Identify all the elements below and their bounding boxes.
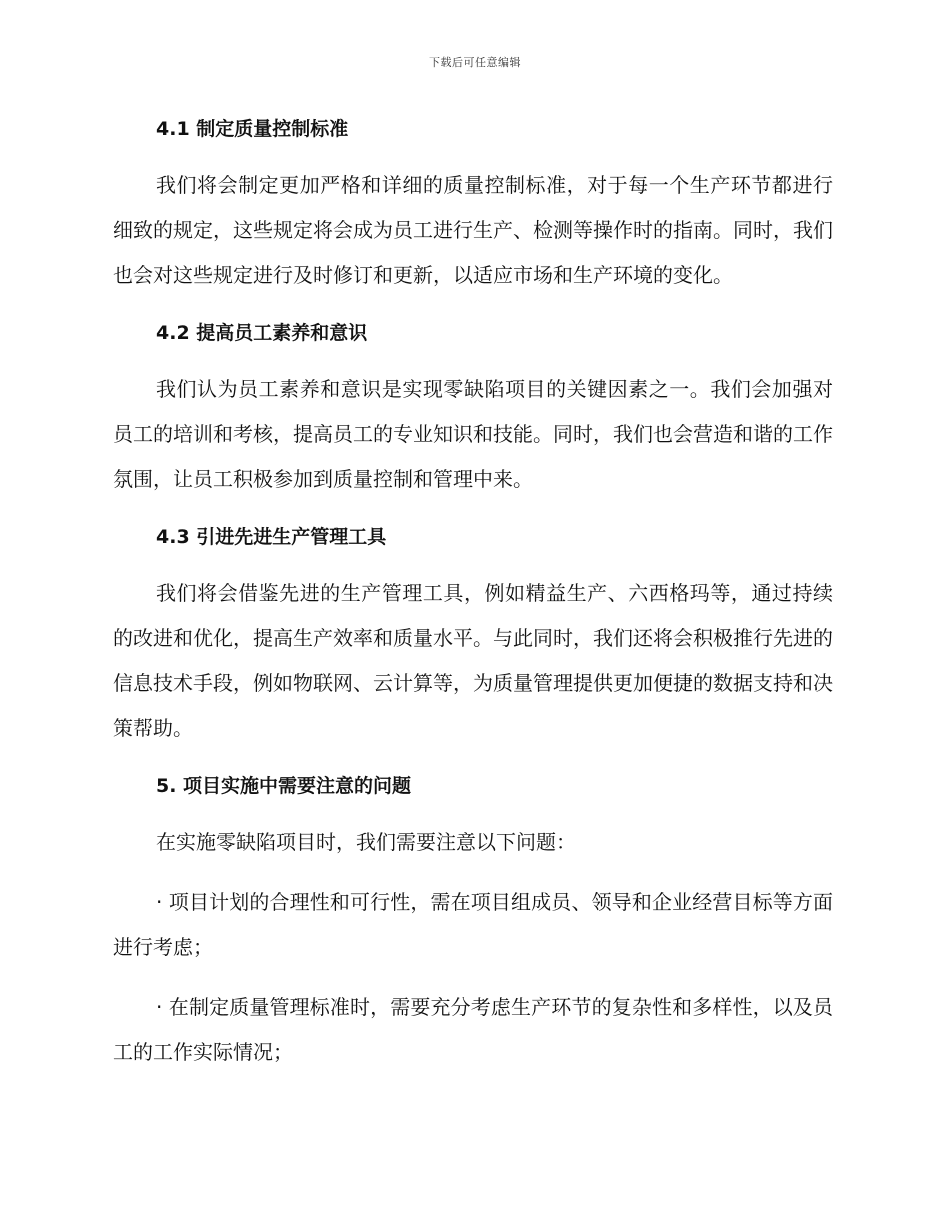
bullet-item: · 在制定质量管理标准时，需要充分考虑生产环节的复杂性和多样性，以及员工的工作实际情况； xyxy=(113,995,833,1064)
section-paragraph-4-1: 我们将会制定更加严格和详细的质量控制标准，对于每一个生产环节都进行细致的规定，这些规定将会成为员工进行生产、检测等操作时的指南。同时，我们也会对这些规定进行及时修订和更新，以适应市场和生产环境的变化。 xyxy=(113,173,833,287)
bullet-item: · 项目计划的合理性和可行性，需在项目组成员、领导和企业经营目标等方面进行考虑； xyxy=(113,890,833,959)
section-heading-4-2: 4.2 提高员工素养和意识 xyxy=(156,322,368,344)
section-heading-5: 5. 项目实施中需要注意的问题 xyxy=(156,775,412,797)
section-heading-4-1: 4.1 制定质量控制标准 xyxy=(156,118,349,140)
page-header: 下载后可任意编辑 xyxy=(429,56,521,69)
section-intro-5: 在实施零缺陷项目时，我们需要注意以下问题： xyxy=(156,830,576,854)
document-body xyxy=(113,110,833,1075)
section-paragraph-4-2: 我们认为员工素养和意识是实现零缺陷项目的关键因素之一。我们会加强对员工的培训和考核，提高员工的专业知识和技能。同时，我们也会营造和谐的工作氛围，让员工积极参加到质量控制和管理中来。 xyxy=(113,377,833,491)
section-heading-4-3: 4.3 引进先进生产管理工具 xyxy=(156,526,387,548)
section-paragraph-4-3: 我们将会借鉴先进的生产管理工具，例如精益生产、六西格玛等，通过持续的改进和优化，提高生产效率和质量水平。与此同时，我们还将会积极推行先进的信息技术手段，例如物联网、云计算等，为质量管理提供更加便捷的数据支持和决策帮助。 xyxy=(113,581,833,740)
